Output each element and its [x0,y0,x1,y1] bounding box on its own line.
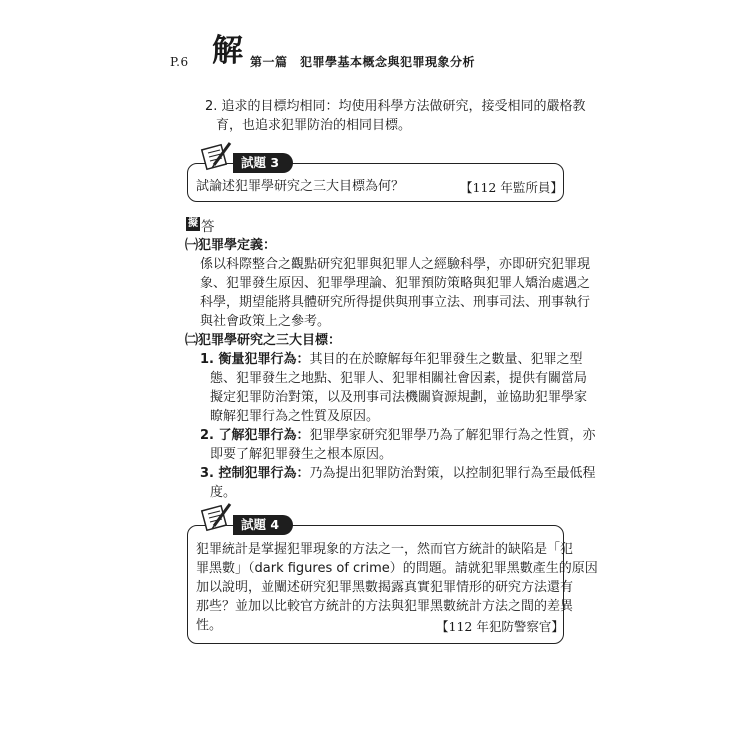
pen-notepad-icon [200,139,234,171]
item-1-first-line [200,351,583,369]
item-1-heading: 1. 衡量犯罪行為： [200,352,310,367]
header-logo-char: 解 [212,33,243,69]
answer-mark: 擬 [188,218,198,229]
item-1-line-2: 態、犯罪發生之地點、犯罪人、犯罪相關社會因素，提供有關當局 [210,371,588,386]
item-2-heading: 2. 了解犯罪行為： [200,428,310,443]
item-3-heading: 3. 控制犯罪行為： [200,466,310,481]
item-2-text: 犯罪學家研究犯罪學乃為了解犯罪行為之性質，亦 [309,428,596,443]
item-3-line-2: 度。 [210,485,237,500]
item-1-line-4: 瞭解犯罪行為之性質及原因。 [210,409,380,424]
item-2-line-2: 即要了解犯罪發生之根本原因。 [210,447,393,462]
item-2-first-line [200,427,596,445]
section-1-line-2: 象、犯罪發生原因、犯罪學理論、犯罪預防策略與犯罪人矯治處遇之 [200,276,591,291]
question-4-line-3: 加以說明，並闡述研究犯罪黑數揭露真實犯罪情形的研究方法還有 [196,580,574,595]
pen-notepad-icon [200,500,234,532]
question-4-line-2: 罪黑數」（dark figures of crime）的問題。請就犯罪黑數產生的原因 [196,561,598,576]
item-1-text: 其目的在於瞭解每年犯罪發生之數量、犯罪之型 [309,352,583,367]
item-3-text: 乃為提出犯罪防治對策，以控制犯罪行為至最低程 [309,466,596,481]
section-1-line-3: 科學，期望能將具體研究所得提供與刑事立法、刑事司法、刑事執行 [200,295,591,310]
question-4-line-5: 性。 [196,618,223,633]
page-number: P.6 [170,55,189,69]
question-4-tag: 試題 4 [233,515,293,535]
question-4-line-4: 那些？並加以比較官方統計的方法與犯罪黑數統計方法之間的差異 [196,599,574,614]
question-3-tag: 試題 3 [233,153,293,173]
section-1-line-4: 與社會政策上之參考。 [200,314,331,329]
intro-line-1: 2. 追求的目標均相同：均使用科學方法做研究，接受相同的嚴格教 [205,99,586,114]
intro-line-2: 育，也追求犯罪防治的相同目標。 [216,118,412,133]
section-1-title: ㈠犯罪學定義： [185,238,277,253]
question-4-line-1: 犯罪統計是掌握犯罪現象的方法之一，然而官方統計的缺陷是「犯 [196,542,574,557]
chapter-title: 第一篇 犯罪學基本概念與犯罪現象分析 [250,55,476,69]
section-1-line-1: 係以科際整合之觀點研究犯罪與犯罪人之經驗科學，亦即研究犯罪現 [200,257,591,272]
section-2-title: ㈡犯罪學研究之三大目標： [185,333,342,348]
item-1-line-3: 擬定犯罪防治對策，以及刑事司法機關資源規劃，並協助犯罪學家 [210,390,588,405]
question-3-source: 【112 年監所員】 [460,180,563,195]
question-4-source: 【112 年犯防警察官】 [436,619,564,634]
question-3-text: 試論述犯罪學研究之三大目標為何？ [196,179,405,194]
answer-label: 答 [201,219,215,235]
item-3-first-line [200,465,596,483]
